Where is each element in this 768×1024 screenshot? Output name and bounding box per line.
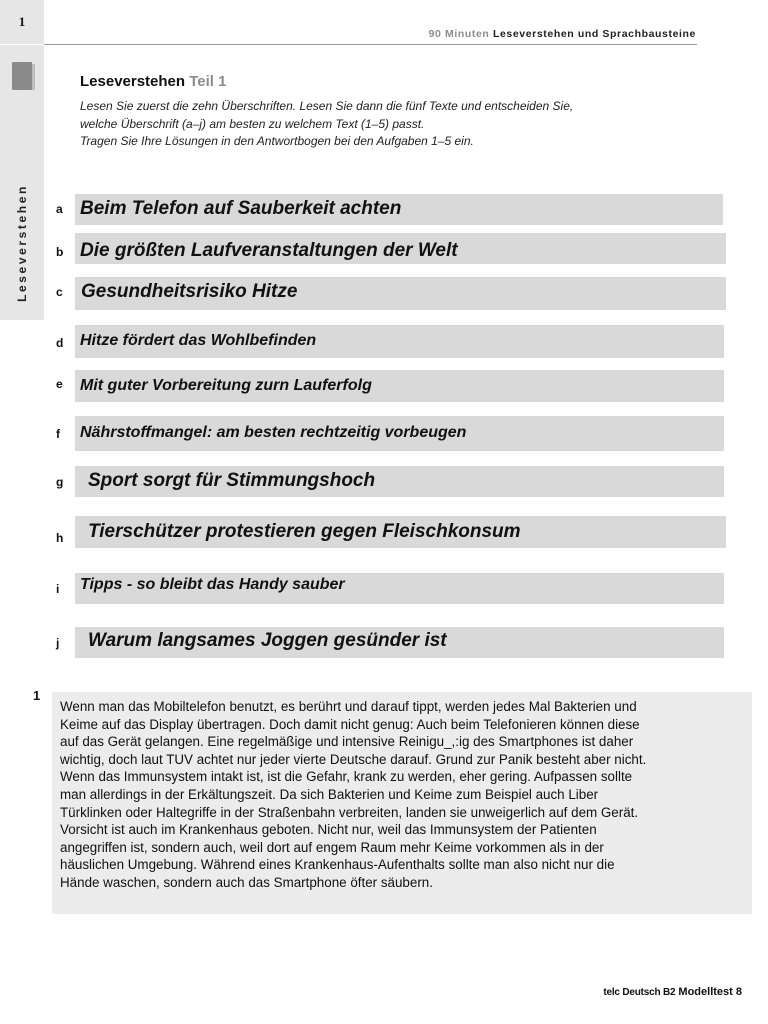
- footer-series: telc Deutsch B2: [603, 987, 676, 998]
- heading-row: [56, 516, 726, 549]
- heading-text: Tipps - so bleibt das Handy sauber: [75, 573, 724, 604]
- heading-letter: c: [56, 285, 63, 299]
- book-icon: [12, 62, 32, 90]
- text-line: Wenn man das Mobiltelefon benutzt, es berührt und darauf tippt, werden jedes Mal Bakterien und: [60, 699, 637, 714]
- sidebar-divider: [0, 44, 44, 45]
- heading-letter: g: [56, 475, 64, 489]
- heading-row: [56, 325, 726, 359]
- text-line: Hände waschen, sondern auch das Smartphone öfter säubern.: [60, 874, 433, 890]
- text-line: Wenn das Immunsystem intakt ist, ist die Gefahr, krank zu werden, eher gering. Aufpassen sollte: [60, 769, 633, 785]
- heading-letter: a: [56, 202, 63, 216]
- text-number: 1: [33, 688, 41, 703]
- instruction-line: Tragen Sie Ihre Lösungen in den Antwortbogen bei den Aufgaben 1–5 ein.: [80, 134, 474, 148]
- heading-text: Die größten Laufveranstaltungen der Welt: [75, 233, 726, 264]
- heading-text: Nährstoffmangel: am besten rechtzeitig vorbeugen: [75, 416, 724, 451]
- heading-text: Mit guter Vorbereitung zurn Lauferfolg: [75, 370, 724, 402]
- header-time: 90 Minuten: [428, 28, 490, 40]
- page-header: [429, 28, 696, 40]
- sidebar-section-label: Leseverstehen: [15, 184, 29, 302]
- heading-row: [56, 370, 726, 403]
- page-number: 1: [18, 14, 26, 29]
- text-line: Keime auf das Display übertragen. Doch damit nicht genug: Auch beim Telefonieren können diese: [60, 716, 640, 732]
- heading-row: [56, 416, 726, 452]
- section-part: Teil 1: [189, 73, 227, 90]
- heading-row: [56, 194, 726, 226]
- section-title: [80, 73, 226, 90]
- text-line: wichtig, doch laut TUV achtet nur jeder vierte Deutsche darauf. Grund zur Panik besteht aber nicht.: [60, 751, 647, 767]
- page-footer: [603, 986, 742, 998]
- heading-row: [56, 233, 726, 265]
- heading-text: Beim Telefon auf Sauberkeit achten: [75, 194, 723, 225]
- footer-label: Modelltest 8: [678, 986, 742, 998]
- heading-row: [56, 466, 726, 498]
- text-line: auf das Gerät gelangen. Eine regelmäßige und intensive Reinigu_,:ig des Smartphones ist daher: [60, 734, 634, 750]
- header-title: Leseverstehen und Sprachbausteine: [492, 28, 696, 40]
- heading-letter: b: [56, 245, 64, 259]
- heading-text: Gesundheitsrisiko Hitze: [75, 277, 726, 310]
- header-rule: [44, 44, 697, 45]
- heading-text: Warum langsames Joggen gesünder ist: [75, 627, 724, 658]
- heading-text: Sport sorgt für Stimmungshoch: [75, 466, 724, 497]
- heading-letter: i: [56, 582, 60, 596]
- heading-letter: h: [56, 531, 64, 545]
- heading-text: Hitze fördert das Wohlbefinden: [75, 325, 724, 358]
- instruction-line: welche Überschrift (a–j) am besten zu welchem Text (1–5) passt.: [80, 116, 425, 131]
- heading-row: [56, 573, 726, 605]
- instruction-line: Lesen Sie zuerst die zehn Überschriften. Lesen Sie dann die fünf Texte und entscheiden Sie,: [80, 99, 574, 113]
- heading-letter: j: [56, 636, 60, 650]
- reading-text-box: [52, 692, 752, 914]
- heading-letter: d: [56, 336, 64, 350]
- heading-letter: e: [56, 377, 63, 391]
- heading-row: [56, 627, 726, 659]
- text-line: häuslichen Umgebung. Während eines Krankenhaus-Aufenthalts sollte man also nicht nur die: [60, 857, 615, 873]
- heading-row: [56, 277, 726, 311]
- text-line: man allerdings in der Erkältungszeit. Da sich Bakterien und Keime zum Beispiel auch Liber: [60, 786, 599, 802]
- text-line: angegriffen ist, sondern auch, weil dort auf engem Raum mehr Keime vorkommen als in der: [60, 839, 604, 855]
- text-line: Türklinken oder Haltegriffe in der Straßenbahn verbreiten, landen sie unweigerlich auf dem Gerät.: [60, 804, 639, 820]
- heading-letter: f: [56, 427, 60, 441]
- heading-text: Tierschützer protestieren gegen Fleischkonsum: [75, 516, 726, 548]
- text-line: Vorsicht ist auch im Krankenhaus geboten. Nicht nur, weil das Immunsystem der Patienten: [60, 822, 597, 838]
- instructions: [80, 98, 640, 151]
- section-title-main: Leseverstehen: [80, 73, 186, 90]
- sidebar: [0, 0, 44, 320]
